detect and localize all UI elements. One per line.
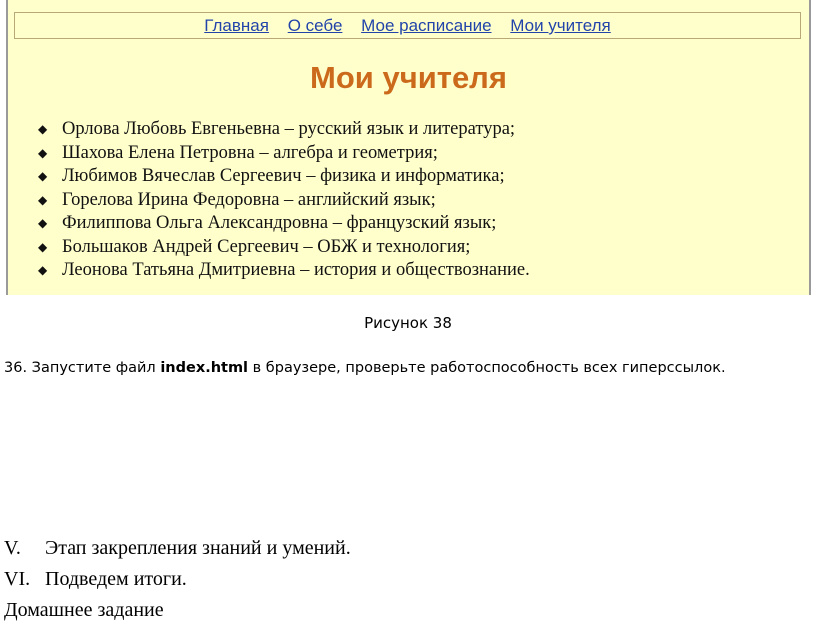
instruction-step <box>4 360 726 376</box>
step-prefix: 36. Запустите файл <box>4 360 161 376</box>
teacher-entry: Горелова Ирина Федоровна – английский язык; <box>62 189 436 210</box>
page-title: Мои учителя <box>310 60 507 95</box>
diamond-bullet-icon: ◆ <box>38 169 48 183</box>
navigation-bar <box>14 12 801 39</box>
list-item <box>38 142 530 166</box>
teacher-entry: Филиппова Ольга Александровна – французский язык; <box>62 213 497 233</box>
section-text: Подведем итоги. <box>45 568 187 590</box>
teacher-entry: Большаков Андрей Сергеевич – ОБЖ и технология; <box>62 236 471 257</box>
diamond-bullet-icon: ◆ <box>38 192 48 207</box>
list-item <box>38 259 530 283</box>
diamond-bullet-icon: ◆ <box>38 122 48 136</box>
teacher-entry: Любимов Вячеслав Сергеевич – физика и информатика; <box>62 166 505 186</box>
list-item <box>38 118 530 142</box>
browser-screenshot <box>6 0 811 295</box>
section-heading-v <box>4 537 351 560</box>
teacher-entry: Леонова Татьяна Дмитриевна – история и обществознание. <box>62 260 530 280</box>
teacher-entry: Шахова Елена Петровна – алгебра и геометрия; <box>62 142 438 163</box>
section-number: VI. <box>4 568 31 590</box>
section-number: V. <box>4 537 21 559</box>
nav-link-schedule[interactable]: Мое расписание <box>361 16 492 35</box>
teacher-list <box>38 118 530 283</box>
section-heading-vi <box>4 568 187 591</box>
diamond-bullet-icon: ◆ <box>38 263 48 277</box>
list-item <box>38 165 530 189</box>
list-item <box>38 189 530 213</box>
diamond-bullet-icon: ◆ <box>38 239 48 254</box>
homework-heading: Домашнее задание <box>4 599 164 621</box>
diamond-bullet-icon: ◆ <box>38 216 48 230</box>
list-item <box>38 212 530 236</box>
nav-link-about[interactable]: О себе <box>287 16 343 35</box>
diamond-bullet-icon: ◆ <box>38 145 48 160</box>
nav-link-teachers[interactable]: Мои учителя <box>510 16 611 35</box>
step-filename: index.html <box>160 360 249 376</box>
list-item <box>38 236 530 260</box>
step-suffix: в браузере, проверьте работоспособность всех гиперссылок. <box>248 360 726 376</box>
section-text: Этап закрепления знаний и умений. <box>45 537 351 559</box>
nav-link-home[interactable]: Главная <box>204 16 269 35</box>
figure-caption: Рисунок 38 <box>364 314 452 332</box>
teacher-entry: Орлова Любовь Евгеньевна – русский язык и литература; <box>62 119 516 139</box>
